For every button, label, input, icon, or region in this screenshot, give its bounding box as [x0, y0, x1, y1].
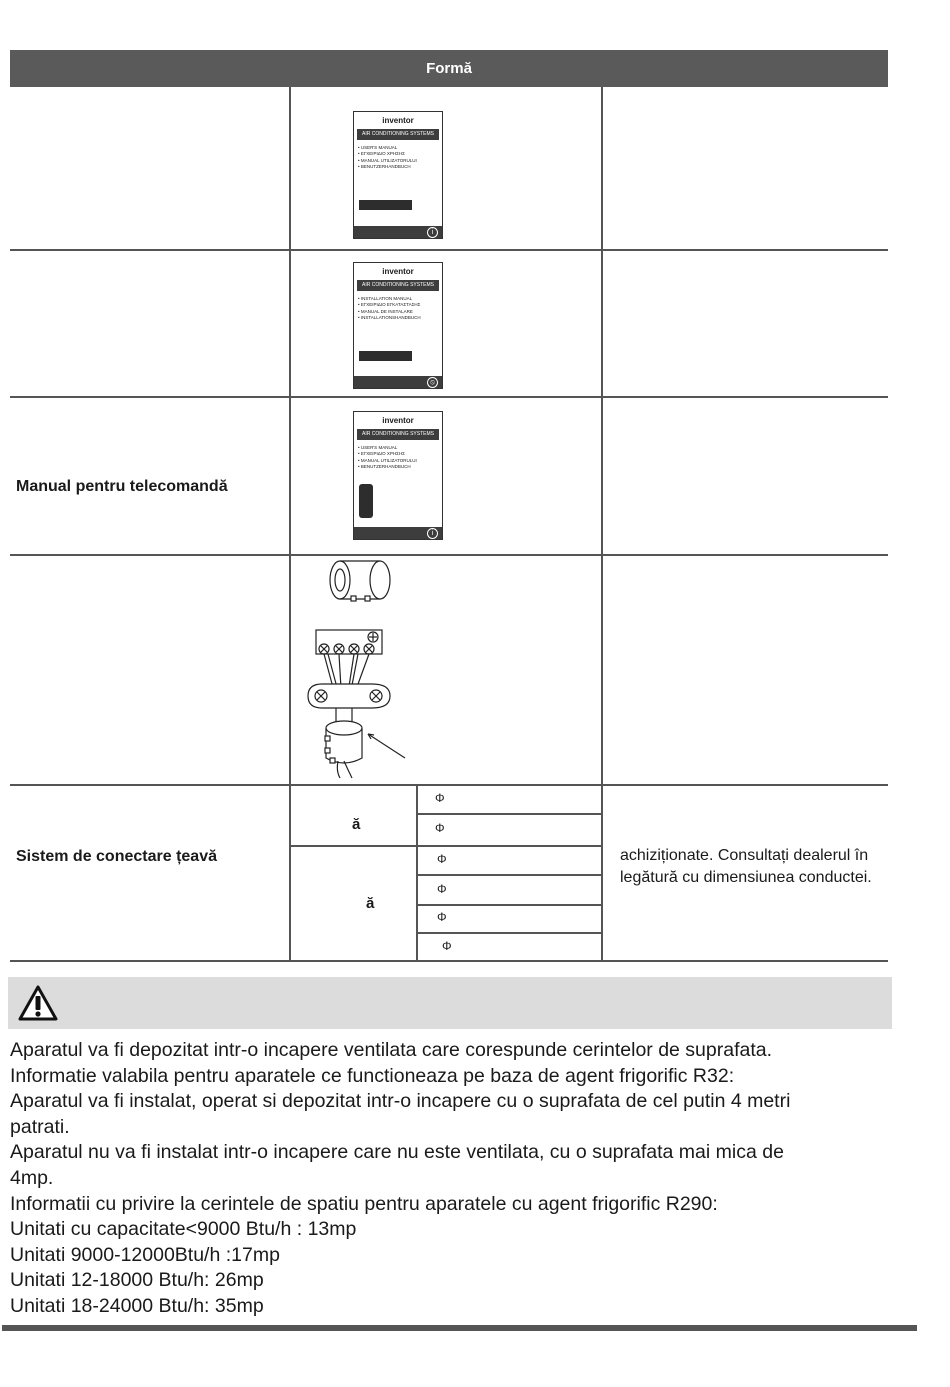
phi-cell: Φ [435, 821, 445, 835]
indoor-unit-picture [359, 200, 412, 210]
warning-line: 4mp. [10, 1166, 54, 1189]
column-divider [601, 87, 603, 962]
booklet-title: AIR CONDITIONING SYSTEMS [357, 280, 439, 291]
pipe-system-label: Sistem de conectare țeavă [16, 848, 217, 865]
booklet-title: AIR CONDITIONING SYSTEMS [357, 429, 439, 440]
booklet-items: • USER'S MANUAL • ΕΓΧΕΙΡΙΔΙΟ ΧΡΗΣΗΣ • MANUAL UTILIZATORULUI • BENUTZERHANDBUCH [358, 444, 417, 470]
row-divider [416, 932, 602, 934]
warning-bar [8, 977, 892, 1029]
group1-label: ă [352, 816, 361, 833]
indoor-unit-picture [359, 351, 412, 361]
warning-line: Unitati 18-24000 Btu/h: 35mp [10, 1294, 264, 1317]
booklet-title: AIR CONDITIONING SYSTEMS [357, 129, 439, 140]
group2-label: ă [366, 895, 375, 912]
warning-line: Informatii cu privire la cerintele de spatiu pentru aparatele cu agent frigorific R290: [10, 1192, 718, 1215]
tool-icon: ⦸ [427, 377, 438, 388]
warning-line: Aparatul nu va fi instalat intr-o incapere care nu este ventilata, cu o suprafata mai mica de [10, 1141, 784, 1164]
phi-cell: Φ [435, 791, 445, 805]
info-icon: i [427, 227, 438, 238]
phi-cell: Φ [442, 939, 452, 953]
phi-cell: Φ [437, 910, 447, 924]
warning-line: Unitati cu capacitate<9000 Btu/h : 13mp [10, 1218, 357, 1241]
phi-cell: Φ [437, 882, 447, 896]
bottom-rule [2, 1325, 917, 1331]
remote-manual-label: Manual pentru telecomandă [16, 478, 228, 495]
brand-logo: inventor [382, 416, 414, 425]
warning-line: Unitati 12-18000 Btu/h: 26mp [10, 1269, 264, 1292]
warning-line: patrati. [10, 1115, 70, 1138]
column-divider [416, 785, 418, 961]
row-divider [10, 960, 888, 962]
remote-control-picture [359, 484, 373, 518]
brand-logo: inventor [382, 267, 414, 276]
installation-manual-image [353, 262, 443, 389]
row-divider [10, 784, 888, 786]
accessories-drawing [300, 556, 420, 782]
warning-line: Aparatul va fi instalat, operat si depozitat intr-o incapere cu o suprafata de cel putin 4 metri [10, 1090, 791, 1113]
booklet-footer [354, 527, 442, 539]
row-divider [416, 813, 602, 815]
remote-manual-image [353, 411, 443, 540]
warning-line: Unitati 9000-12000Btu/h :17mp [10, 1243, 280, 1266]
row-divider [416, 874, 602, 876]
warning-text [10, 1038, 910, 1320]
info-icon: i [427, 528, 438, 539]
row-divider [10, 554, 888, 556]
warning-line: Informatie valabila pentru aparatele ce functioneaza pe baza de agent frigorific R32: [10, 1064, 735, 1087]
row-divider [10, 249, 888, 251]
users-manual-image [353, 111, 443, 239]
pipe-note: achiziționate. Consultați dealerul în legătură cu dimensiunea conductei. [620, 847, 872, 886]
warning-triangle-icon [18, 985, 58, 1021]
brand-logo: inventor [382, 116, 414, 125]
row-divider [10, 396, 888, 398]
booklet-items: • INSTALLATION MANUAL • ΕΓΧΕΙΡΙΔΙΟ ΕΓΚΑΤΑΣΤΑΣΗΣ • MANUAL DE INSTALARE • INSTALLATIONSHANDBUCH [358, 295, 421, 321]
booklet-footer [354, 226, 442, 238]
row-divider [416, 904, 602, 906]
row-divider [289, 845, 602, 847]
phi-cell: Φ [437, 852, 447, 866]
booklet-footer [354, 376, 442, 388]
table-header: Formă [10, 50, 888, 87]
column-divider [289, 87, 291, 962]
warning-line: Aparatul va fi depozitat intr-o incapere ventilata care corespunde cerintelor de suprafata. [10, 1039, 773, 1061]
booklet-items: • USER'S MANUAL • ΕΓΧΕΙΡΙΔΙΟ ΧΡΗΣΗΣ • MANUAL UTILIZATORULUI • BENUTZERHANDBUCH [358, 144, 417, 170]
